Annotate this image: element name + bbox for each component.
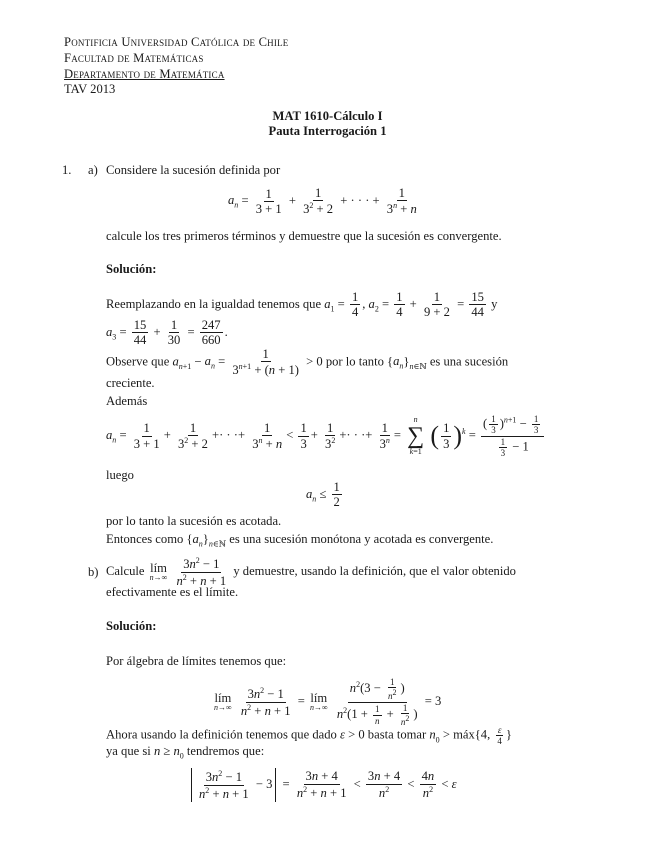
course-title: MAT 1610-Cálculo I: [272, 109, 383, 123]
university-name: Pontificia Universidad Católica de Chile: [64, 35, 289, 49]
part-a-label: a): [88, 163, 98, 177]
limit-computation: lím n→∞ $\frac{3n^2 - 1}{n^2 + n + 1}$ = lím n→∞ $n^2(3$ − $\frac{1}{n^2}$ ) $n^2(1$ + $\frac{1}{n}$ + $\frac{1}{n^2}$ ) = 3: [214, 677, 442, 728]
part-b-statement-line2: efectivamente es el límite.: [106, 585, 239, 599]
part-a-solution-heading: Solución:: [106, 262, 157, 276]
epsilon-inequality: $\frac{3n^2 - 1}{n^2 + n + 1}$ − 3 = $\frac{3n + 4}{n^2 + n + 1}$ < $\frac{3n + 4}{n^2}$ < $\frac{4n}{n^2}$ < ε: [188, 768, 457, 802]
replacing-text: Reemplazando en la igualdad tenemos que: [106, 296, 322, 311]
faculty-name: Facultad de Matemáticas: [64, 51, 204, 65]
first-terms: Reemplazando en la igualdad tenemos que $a_1$ = $\frac{1}{4}$ , $a_2$ = $\frac{1}{4}$ + $\frac{1}{9 + 2}$ = $\frac{15}{44}$ y: [106, 290, 498, 320]
part-b-statement: Calcule lím n→∞ $\frac{3n^2 - 1}{n^2 + n + 1}$ y demuestre, usando la definición, que el valor obtenido: [106, 556, 516, 588]
creciente-text: creciente.: [106, 376, 155, 390]
conclusion-line: Entonces como $\{a_n\}_{n\in ℕ}$ es una sucesión monótona y acotada es convergente.: [106, 532, 494, 549]
part-a-instruction: calcule los tres primeros términos y demuestre que la sucesión es convergente.: [106, 229, 502, 243]
department-name: Departamento de Matemática: [64, 67, 225, 81]
algebra-text: Por álgebra de límites tenemos que:: [106, 654, 287, 668]
sequence-definition: $a_n$ = $\frac{1}{3 + 1}$ + $\frac{1}{3^2 + 2}$ + · · · + $\frac{1}{3^n + n}$: [228, 186, 417, 217]
luego-text: luego: [106, 468, 134, 482]
definition-line2: ya que si $n \ge n_0$ tendremos que:: [106, 744, 265, 761]
part-b-solution-heading: Solución:: [106, 619, 157, 633]
monotonic-line: Observe que $a_{n+1} - a_n$ = $\frac{1}{3^{n+1} + (n + 1)}$ > 0 por lo tanto $\{a_n\}_{n\in ℕ}$ es una sucesión: [106, 347, 509, 378]
exam-subtitle: Pauta Interrogación 1: [268, 124, 387, 138]
problem-number: 1.: [62, 163, 72, 177]
bound-inequality: $a_n$ = $\frac{1}{3 + 1}$ + $\frac{1}{3^2 + 2}$ +· · ·+ $\frac{1}{3^n + n}$ < $\frac{1}{3}$ + $\frac{1}{3^2}$ +· · ·+ $\frac{1}{3^n}$ = n ∑ k=1 ( $\frac{1}{3}$ )$^k$ = ( $\frac{1}{3}$ )$^{n+1}$ − $\frac{1}{3}$ $\frac{1}{3}$ − 1: [106, 414, 546, 458]
ademas-text: Además: [106, 394, 148, 408]
definition-line: Ahora usando la definición tenemos que dado ε > 0 basta tomar $n_0$ > máx{4, $\frac{\varepsilon}{4}$ }: [106, 725, 512, 747]
part-b-label: b): [88, 565, 99, 579]
third-term: $a_3$ = $\frac{15}{44}$ + $\frac{1}{30}$ = $\frac{247}{660}$ .: [106, 318, 228, 348]
upper-bound: $a_n$ ≤ $\frac{1}{2}$: [306, 480, 340, 510]
part-a-statement: Considere la sucesión definida por: [106, 163, 281, 177]
term-label: TAV 2013: [64, 82, 116, 96]
bounded-text: por lo tanto la sucesión es acotada.: [106, 514, 282, 528]
